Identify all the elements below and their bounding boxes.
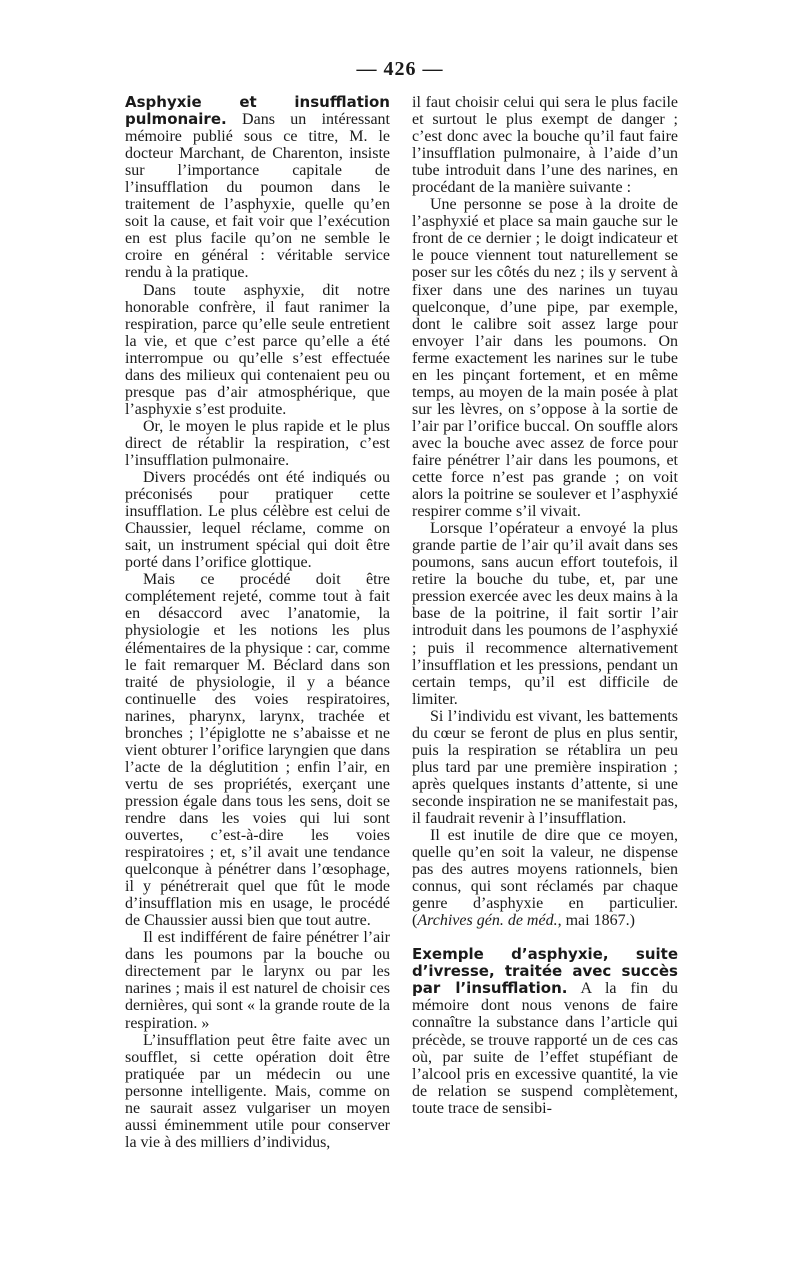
article-asphyxie-intro: [125, 94, 390, 282]
page-number: — 426 —: [356, 58, 444, 80]
paragraph-text: Il est inutile de dire que ce moyen, quelle qu’en soit la valeur, ne dispense pas des autres moyens rationnels, bien connus, qui sont réclamés par chaque genre d’asphyxie en particulier. (: [412, 827, 678, 930]
article-heading-asphyxie: Asphyxie et insufflation pulmonaire.: [125, 93, 390, 129]
paragraph: Or, le moyen le plus rapide et le plus direct de rétablir la respiration, c’est l’insufflation pulmonaire.: [125, 417, 390, 469]
citation-date: , mai 1867.): [557, 912, 635, 930]
paragraph-with-citation: [412, 827, 678, 929]
paragraph-text: Dans un intéressant mémoire publié sous ce titre, M. le docteur Marchant, de Charenton, insiste sur l’importance capitale de l’insufflation du poumon dans le traitement de l’asphyxie, quelle qu’en soit la cause, et fait voir que l’exécution en est plus facile qu’on ne semble le croire en général : véritable service rendu à la pratique.: [125, 111, 390, 282]
paragraph: Une personne se pose à la droite de l’asphyxié et place sa main gauche sur le front de ce dernier ; le doigt indicateur et le pouce viennent tout naturellement se poser sur les côtés du nez ; ils y servent à fixer dans une des narines un tuyau quelconque, d’une pipe, par exemple, dont le calibre soit assez large pour envoyer l’air dans les poumons. On ferme exactement les narines sur le tube en les pinçant fortement, et en même temps, au moyen de la main posée à plat sur les lèvres, on s’oppose à la sortie de l’air par l’orifice buccal. On souffle alors avec la bouche avec assez de force pour faire pénétrer l’air dans les poumons, et cette force n’est pas grande ; on voit alors la poitrine se soulever et l’asphyxié respirer comme s’il vivait.: [412, 196, 678, 521]
article-heading-exemple: Exemple d’asphyxie, suite d’ivresse, traitée avec succès par l’insufflation.: [412, 945, 678, 998]
article-exemple-intro: [412, 946, 678, 1116]
paragraph-continued: il faut choisir celui qui sera le plus facile et surtout le plus exempt de danger ; c’est donc avec la bouche qu’il faut faire l’insufflation pulmonaire, à l’aide d’un tube introduit dans l’une des narines, en procédant de la manière suivante :: [412, 94, 678, 197]
left-column: [125, 94, 390, 1151]
paragraph: Divers procédés ont été indiqués ou préconisés pour pratiquer cette insufflation. Le plus célèbre est celui de Chaussier, lequel réclame, comme on sait, un instrument spécial qui doit être porté dans l’orifice glottique.: [125, 469, 390, 572]
paragraph: Lorsque l’opérateur a envoyé la plus grande partie de l’air qu’il avait dans ses poumons, sans aucun effort toutefois, il retire la bouche du tube, et, par une pression exercée avec les deux mains à la base de la poitrine, il fait sortir l’air introduit dans les poumons de l’asphyxié ; puis il recommence alternativement l’insufflation et les pressions, pendant un certain temps, qu’il est difficile de limiter.: [412, 520, 678, 708]
paragraph: Si l’individu est vivant, les battements du cœur se feront de plus en plus sentir, puis la respiration se rétablira un peu plus tard par une première inspiration ; après quelques instants d’attente, si une seconde inspiration ne se manifestait pas, il faudrait revenir à l’insufflation.: [412, 707, 678, 827]
right-column: [412, 94, 678, 1117]
citation-source: Archives gén. de méd.: [417, 912, 558, 930]
paragraph: Il est indifférent de faire pénétrer l’air dans les poumons par la bouche ou directement par le larynx ou par les narines ; mais il est naturel de choisir ces dernières, qui sont « la grande route de la respiration. »: [125, 929, 390, 1032]
paragraph: Mais ce procédé doit être complétement rejeté, comme tout à fait en désaccord avec l’anatomie, la physiologie et les notions les plus élémentaires de la physique : car, comme le fait remarquer M. Béclard dans son traité de physiologie, il y a béance continuelle des voies respiratoires, narines, pharynx, larynx, trachée et bronches ; l’épiglotte ne s’abaisse et ne vient obturer l’orifice laryngien que dans l’acte de la déglutition ; enfin l’air, en vertu de ses propriétés, exerçant une pression égale dans tous les sens, doit se rendre dans les voies qui lui sont ouvertes, c’est-à-dire les voies respiratoires ; et, s’il avait une tendance quelconque à pénétrer dans l’œsophage, il y pénétrerait quel que fût le mode d’insufflation mis en usage, le procédé de Chaussier aussi bien que tout autre.: [125, 571, 390, 930]
paragraph: Dans toute asphyxie, dit notre honorable confrère, il faut ranimer la respiration, parce qu’elle seule entretient la vie, et que c’est parce qu’elle a été interrompue ou qu’elle s’est effectuée dans des milieux qui contenaient peu ou presque pas d’air atmosphérique, que l’asphyxie s’est produite.: [125, 281, 390, 418]
paragraph: L’insufflation peut être faite avec un soufflet, si cette opération doit être pratiquée par un médecin ou une personne intelligente. Mais, comme on ne saurait assez vulgariser un moyen aussi éminemment utile pour conserver la vie à des milliers d’individus,: [125, 1031, 390, 1151]
paragraph-text: A la fin du mémoire dont nous venons de faire connaître la substance dans l’article qui précède, se trouve rapporté un de ces cas où, par suite de l’effet stupéfiant de l’alcool pris en excessive quantité, la vie de relation se suspend complètement, toute trace de sensibi-: [412, 980, 679, 1117]
